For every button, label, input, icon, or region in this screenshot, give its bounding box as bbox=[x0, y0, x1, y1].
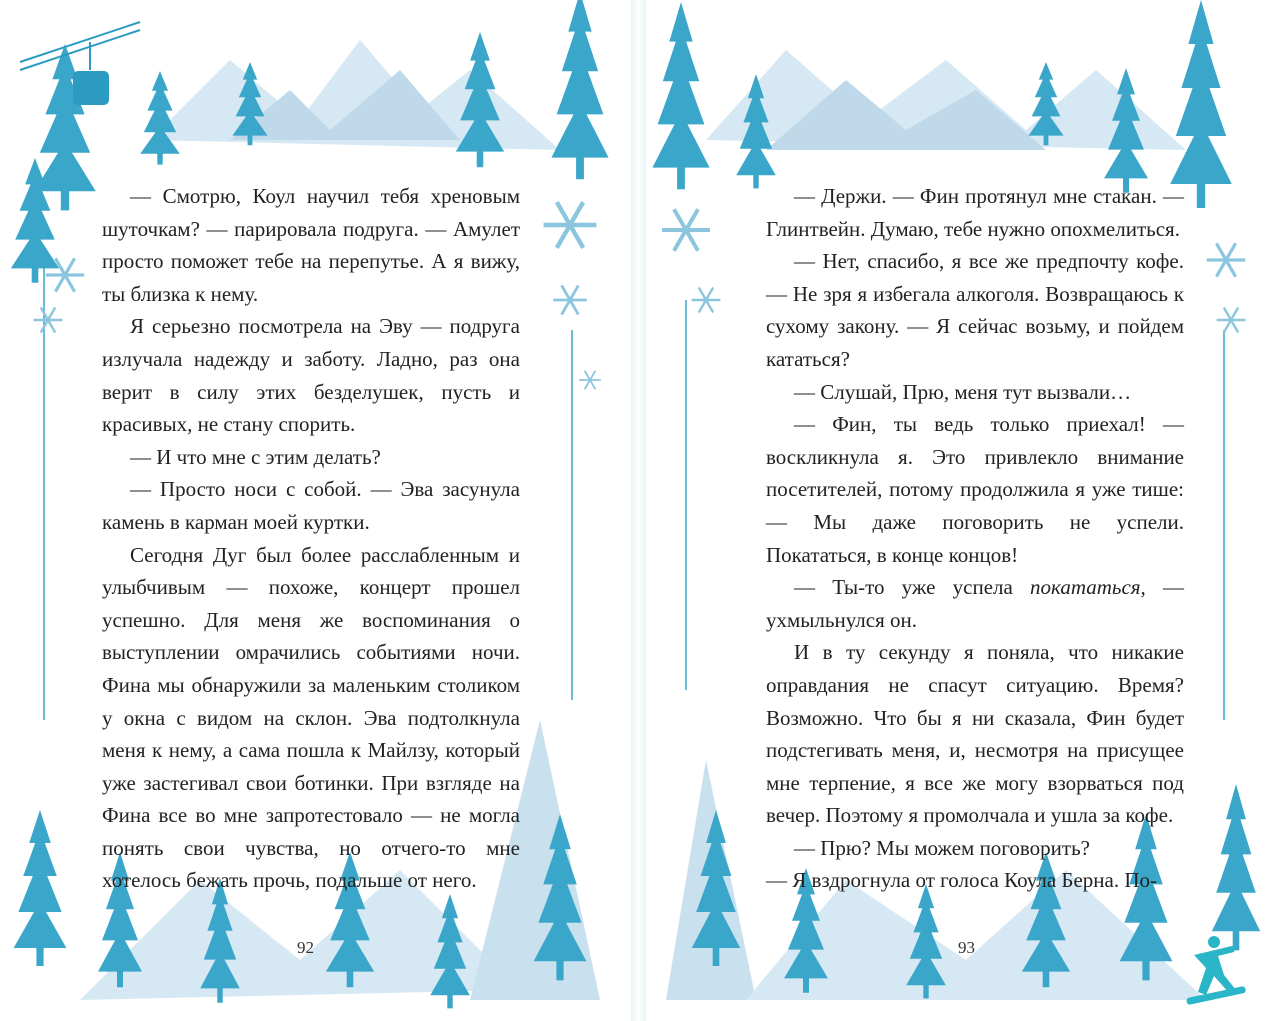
paragraph: — Просто носи с собой. — Эва засунула камень в карман моей куртки. bbox=[102, 477, 520, 534]
ski-lift-icon bbox=[20, 22, 140, 104]
paragraph: — Смотрю, Коул научил тебя хреновым шуточкам? — парировала подруга. — Амулет просто поможет тебе на перепутье. А я вижу, ты близка к нему. bbox=[102, 184, 520, 306]
page-number: 92 bbox=[297, 938, 314, 957]
italic-text: покататься, bbox=[1030, 575, 1146, 600]
paragraph bbox=[766, 571, 1184, 636]
left-body-text bbox=[102, 180, 520, 897]
paragraph: — И что мне с этим делать? bbox=[130, 444, 381, 469]
page-number: 93 bbox=[958, 938, 975, 957]
text-run: — Ты-то уже успела bbox=[794, 575, 1031, 600]
right-page bbox=[646, 0, 1277, 1021]
paragraph: — Слушай, Прю, меня тут вызвали… bbox=[794, 379, 1132, 404]
paragraph: — Нет, спасибо, я все же предпочту кофе. — Не зря я избегала алкоголя. Возвращаюсь к сухому закону. — Я сейчас возьму, и пойдем кататься? bbox=[766, 249, 1184, 371]
paragraph: Я серьезно посмотрела на Эву — подруга излучала надежду и заботу. Ладно, раз она верит в силу этих безделушек, пусть и красивых, не стану спорить. bbox=[102, 314, 520, 437]
paragraph: — Я вздрогнула от голоса Коула Берна. По- bbox=[766, 868, 1158, 893]
book-gutter bbox=[631, 0, 646, 1021]
paragraph: — Держи. — Фин протянул мне стакан. — Глинтвейн. Думаю, тебе нужно опохмелиться. bbox=[766, 184, 1184, 241]
right-body-text bbox=[766, 180, 1184, 897]
left-page bbox=[0, 0, 631, 1021]
paragraph: Сегодня Дуг был более расслабленным и улыбчивым — похоже, концерт прошел успешно. Для меня же воспоминания о выступлении омрачились событиями ночи. Фина мы обнаружили за маленьким столиком у окна с видом на склон. Эва подтолкнула меня к нему, а сама пошла к Майлзу, который уже застегивал свои ботинки. При взгляде на Фина все во мне запротестовало — не могла понять свои чувства, но отчего-то мне хотелось бежать прочь, подальше от него. bbox=[102, 542, 520, 893]
paragraph: И в ту секунду я поняла, что никакие оправдания не спасут ситуацию. Время? Возможно. Что бы я ни сказала, Фин будет подстегивать меня, и, несмотря на присущее мне терпение, я все же могу взорваться под вечер. Поэтому я промолчала и ушла за кофе. bbox=[766, 640, 1184, 828]
paragraph: — Прю? Мы можем поговорить? bbox=[794, 835, 1090, 860]
text-run: — ухмыльнулся он. bbox=[766, 575, 1185, 632]
paragraph: — Фин, ты ведь только приехал! — воскликнула я. Это привлекло внимание посетителей, потому продолжила я уже тише: — Мы даже поговорить не успели. Покататься, в конце концов! bbox=[766, 412, 1184, 567]
